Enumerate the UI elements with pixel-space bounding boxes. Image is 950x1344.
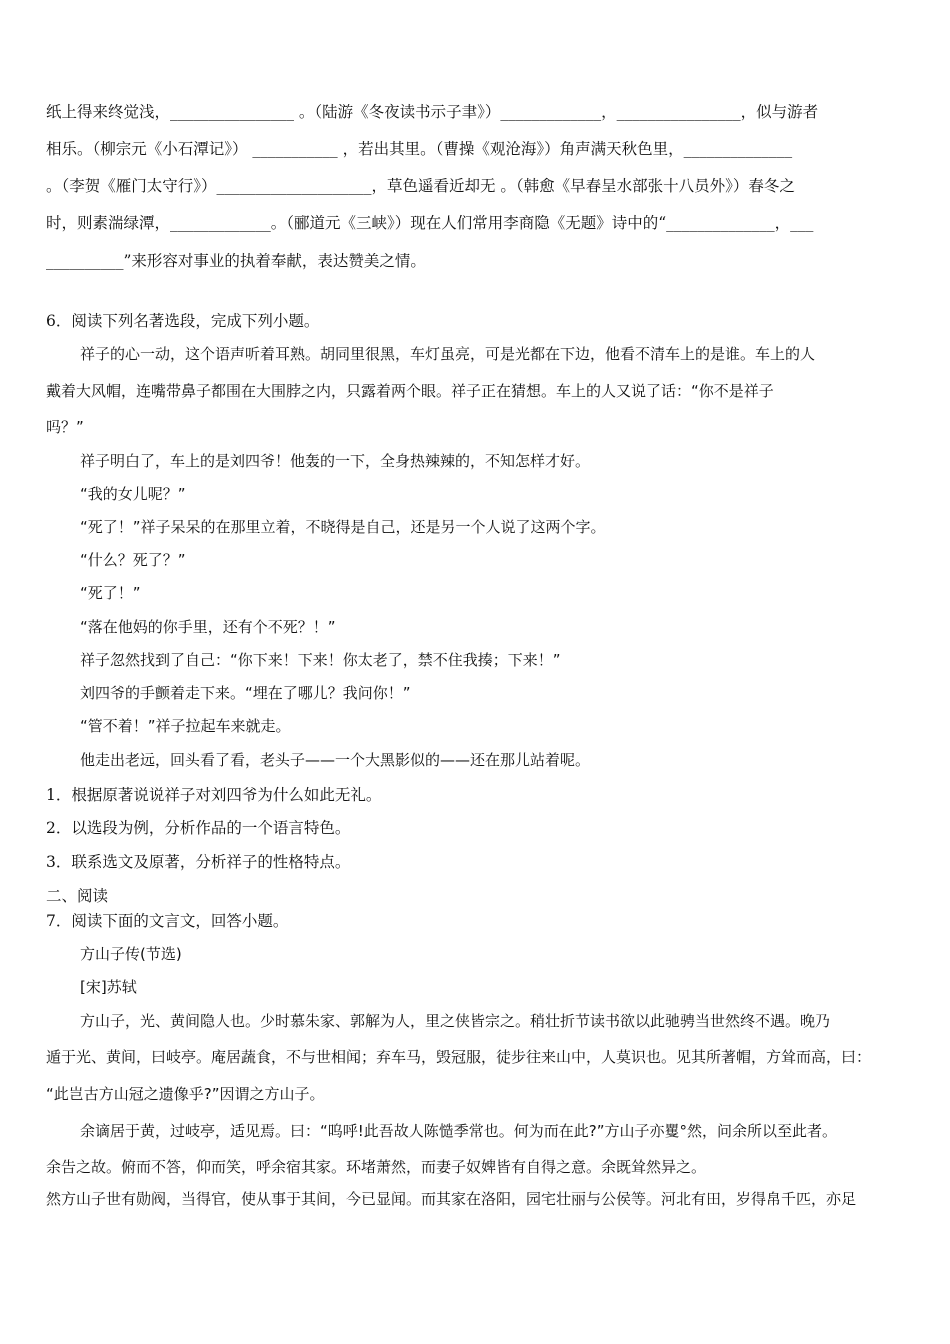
passage-line: “什么？死了？”: [80, 551, 186, 569]
passage-line: 祥子忽然找到了自己：“你下来！下来！你太老了，禁不住我揍；下来！”: [80, 651, 561, 669]
text-line: 时，则素湍绿潭，_____________。（郦道元《三峡》）现在人们常用李商隐《无题》诗中的“______________，___: [46, 214, 814, 232]
passage-line: 余告之故。俯而不答，仰而笑，呼余宿其家。环堵萧然，而妻子奴婢皆有自得之意。余既耸然异之。: [46, 1158, 707, 1176]
question-title: 6．阅读下列名著选段，完成下列小题。: [46, 312, 320, 330]
passage-line: “死了！”: [80, 584, 141, 602]
text-title: 方山子传(节选): [80, 945, 182, 963]
text-line: 。（李贺《雁门太守行》）____________________，草色遥看近却无 。（韩愈《早春呈水部张十八员外》）春冬之: [46, 177, 795, 195]
text-line: 相乐。（柳宗元《小石潭记》） ___________ ，若出其里。（曹操《观沧海》）角声满天秋色里，______________: [46, 140, 793, 158]
section-heading: 二、阅读: [46, 887, 109, 905]
passage-line: 祥子明白了，车上的是刘四爷！他轰的一下，全身热辣辣的，不知怎样才好。: [80, 452, 591, 470]
passage-line: 然方山子世有勋阀，当得官，使从事于其间，今已显闻。而其家在洛阳，园宅壮丽与公侯等。河北有田，岁得帛千匹，亦足: [46, 1190, 857, 1208]
passage-line: 遁于光、黄间，曰岐亭。庵居蔬食，不与世相闻；弃车马，毁冠服，徒步往来山中，人莫识也。见其所著帽，方耸而高，曰：: [46, 1048, 872, 1066]
passage-line: “我的女儿呢？”: [80, 485, 186, 503]
text-line: 纸上得来终觉浅，________________ 。（陆游《冬夜读书示子聿》）_____________，________________，似与游者: [46, 103, 819, 121]
sub-question: 2．以选段为例，分析作品的一个语言特色。: [46, 819, 351, 837]
sub-question: 1．根据原著说说祥子对刘四爷为什么如此无礼。: [46, 786, 382, 804]
text-line: __________”来形容对事业的执着奉献，表达赞美之情。: [46, 252, 426, 270]
passage-line: 方山子，光、黄间隐人也。少时慕朱家、郭解为人，里之侠皆宗之。稍壮折节读书欲以此驰骋当世然终不遇。晚乃: [80, 1012, 831, 1030]
passage-line: 余谪居于黄，过岐亭，适见焉。曰：“呜呼!此吾故人陈慥季常也。何为而在此?”方山子亦矍°然，问余所以至此者。: [80, 1122, 838, 1140]
sub-question: 3．联系选文及原著，分析祥子的性格特点。: [46, 853, 351, 871]
passage-line: “落在他妈的你手里，还有个不死？！”: [80, 618, 336, 636]
question-title: 7．阅读下面的文言文，回答小题。: [46, 912, 289, 930]
passage-line: “管不着！”祥子拉起车来就走。: [80, 717, 291, 735]
text-author: [宋]苏轼: [80, 978, 137, 996]
passage-line: 戴着大风帽，连嘴带鼻子都围在大围脖之内，只露着两个眼。祥子正在猜想。车上的人又说了话：“你不是祥子: [46, 382, 774, 400]
passage-line: 吗？”: [46, 418, 84, 436]
passage-line: “死了！”祥子呆呆的在那里立着，不晓得是自己，还是另一个人说了这两个字。: [80, 518, 606, 536]
passage-line: 刘四爷的手颤着走下来。“埋在了哪儿？我问你！”: [80, 684, 411, 702]
passage-line: 祥子的心一动，这个语声听着耳熟。胡同里很黑，车灯虽亮，可是光都在下边，他看不清车上的是谁。车上的人: [80, 345, 816, 363]
passage-line: 他走出老远，回头看了看，老头子——一个大黑影似的——还在那儿站着呢。: [80, 751, 591, 769]
passage-line: “此岂古方山冠之遗像乎?”因谓之方山子。: [46, 1085, 325, 1103]
